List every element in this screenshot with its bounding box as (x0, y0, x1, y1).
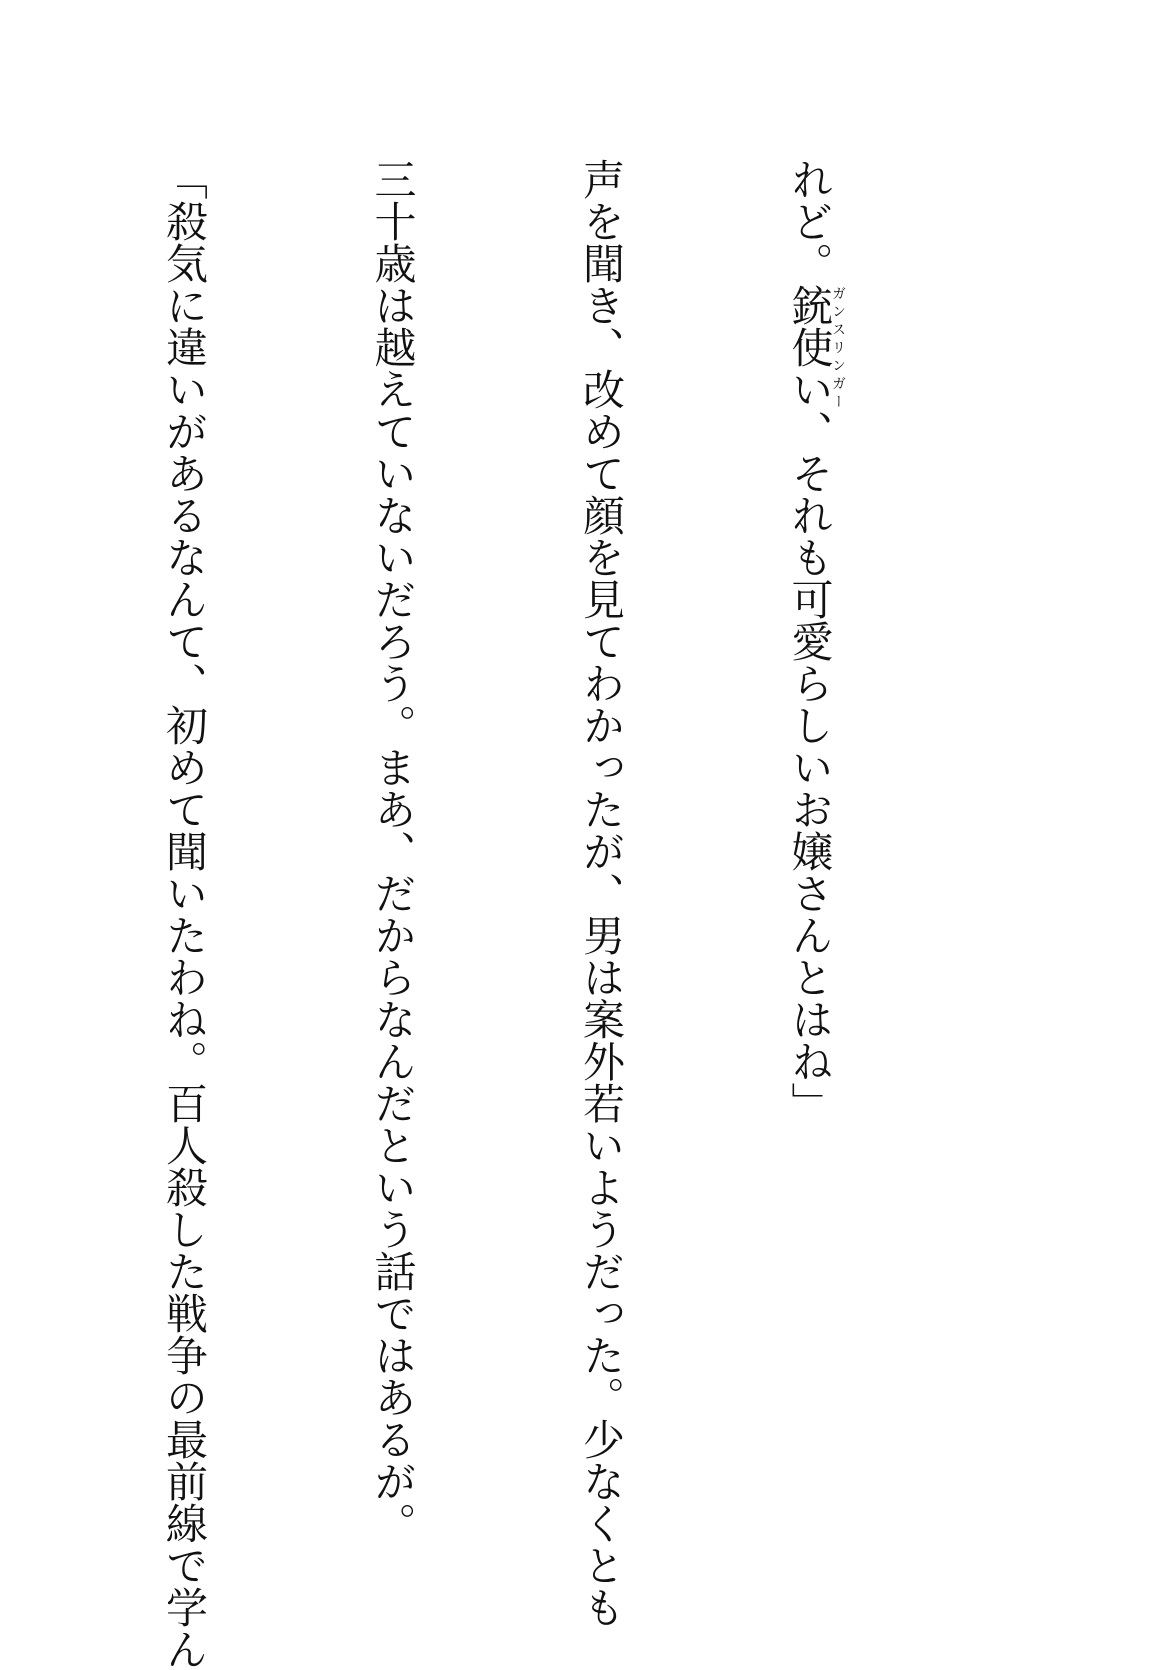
text-line-5 (0, 158, 11, 1338)
ruby-reading: ガンスリンガー (830, 284, 846, 410)
text-line-1 (775, 158, 845, 1338)
ruby-gunslinger (785, 284, 846, 410)
text-line-3: 三十歳は越えていないだろう。まあ、だからなんだという話ではあるが。 (368, 158, 418, 1544)
text-line-2: 声を聞き、改めて顔を見てわかったが、男は案外若いようだった。少なくとも (577, 158, 626, 1628)
vertical-text-body (0, 158, 984, 1670)
text-segment: れど。 (785, 158, 835, 284)
ruby-base: 銃使い (785, 284, 835, 410)
text-segment: 、それも可愛らしいお嬢さんとはね」 (785, 410, 835, 1124)
text-line-4: 「殺気に違いがあるなんて、初めて聞いたわね。百人殺した戦争の最前線で学ん (160, 158, 209, 1670)
